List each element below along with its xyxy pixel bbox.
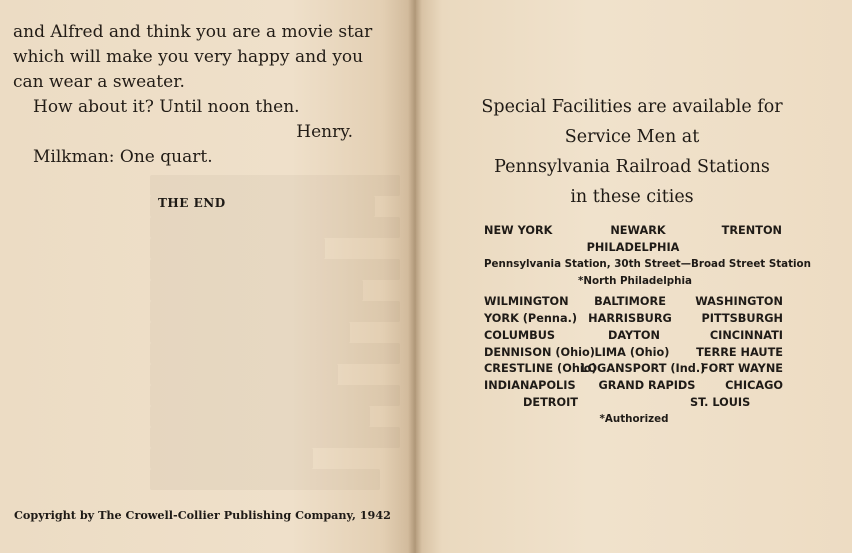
city-cincinnati: CINCINNATI bbox=[709, 329, 783, 342]
story-line: and Alfred and think you are a movie star bbox=[13, 22, 373, 42]
story-line: which will make you very happy and you bbox=[13, 47, 364, 67]
city-washington: WASHINGTON bbox=[695, 295, 783, 308]
city-newark: NEWARK bbox=[610, 224, 666, 237]
city-grand-rapids: GRAND RAPIDS bbox=[598, 379, 696, 392]
city-indianapolis: INDIANAPOLIS bbox=[484, 379, 576, 392]
city-york: YORK (Penna.) bbox=[484, 312, 578, 325]
story-line: can wear a sweater. bbox=[13, 72, 185, 92]
philadelphia-stations: Pennsylvania Station, 30th Street—Broad Street Station bbox=[484, 258, 811, 270]
north-philadelphia: *North Philadelphia bbox=[578, 275, 692, 287]
book-gutter bbox=[408, 0, 422, 553]
city-chicago: CHICAGO bbox=[725, 379, 783, 392]
city-dayton: DAYTON bbox=[608, 329, 660, 342]
story-line: How about it? Until noon then. bbox=[33, 97, 300, 117]
city-logansport: LOGANSPORT (Ind.) bbox=[580, 362, 706, 375]
facilities-heading bbox=[452, 92, 812, 212]
the-end-heading: THE END bbox=[158, 196, 226, 210]
heading-line: in these cities bbox=[570, 187, 694, 207]
city-new-york: NEW YORK bbox=[484, 224, 553, 237]
city-lima: LIMA (Ohio) bbox=[594, 346, 670, 359]
city-harrisburg: HARRISBURG bbox=[588, 312, 672, 325]
city-philadelphia: PHILADELPHIA bbox=[586, 241, 680, 254]
city-wilmington: WILMINGTON bbox=[484, 295, 569, 308]
city-trenton: TRENTON bbox=[721, 224, 782, 237]
authorized-note: *Authorized bbox=[599, 413, 669, 425]
city-dennison: DENNISON (Ohio) bbox=[484, 346, 595, 359]
signature-line: Henry. bbox=[296, 122, 353, 142]
city-pittsburgh: PITTSBURGH bbox=[701, 312, 783, 325]
copyright-notice: Copyright by The Crowell-Collier Publishing Company, 1942 bbox=[14, 508, 391, 522]
city-baltimore: BALTIMORE bbox=[594, 295, 666, 308]
city-terre-haute: TERRE HAUTE bbox=[696, 346, 783, 359]
city-st-louis: ST. LOUIS bbox=[690, 396, 751, 409]
city-detroit: DETROIT bbox=[523, 396, 579, 409]
city-crestline: CRESTLINE (Ohio) bbox=[484, 362, 597, 375]
story-text bbox=[13, 20, 393, 170]
heading-line: Pennsylvania Railroad Stations bbox=[494, 157, 770, 177]
heading-line: Service Men at bbox=[564, 127, 700, 147]
city-fort-wayne: FORT WAYNE bbox=[700, 362, 783, 375]
heading-line: Special Facilities are available for bbox=[481, 97, 783, 117]
city-columbus: COLUMBUS bbox=[484, 329, 556, 342]
story-line: Milkman: One quart. bbox=[33, 147, 213, 167]
